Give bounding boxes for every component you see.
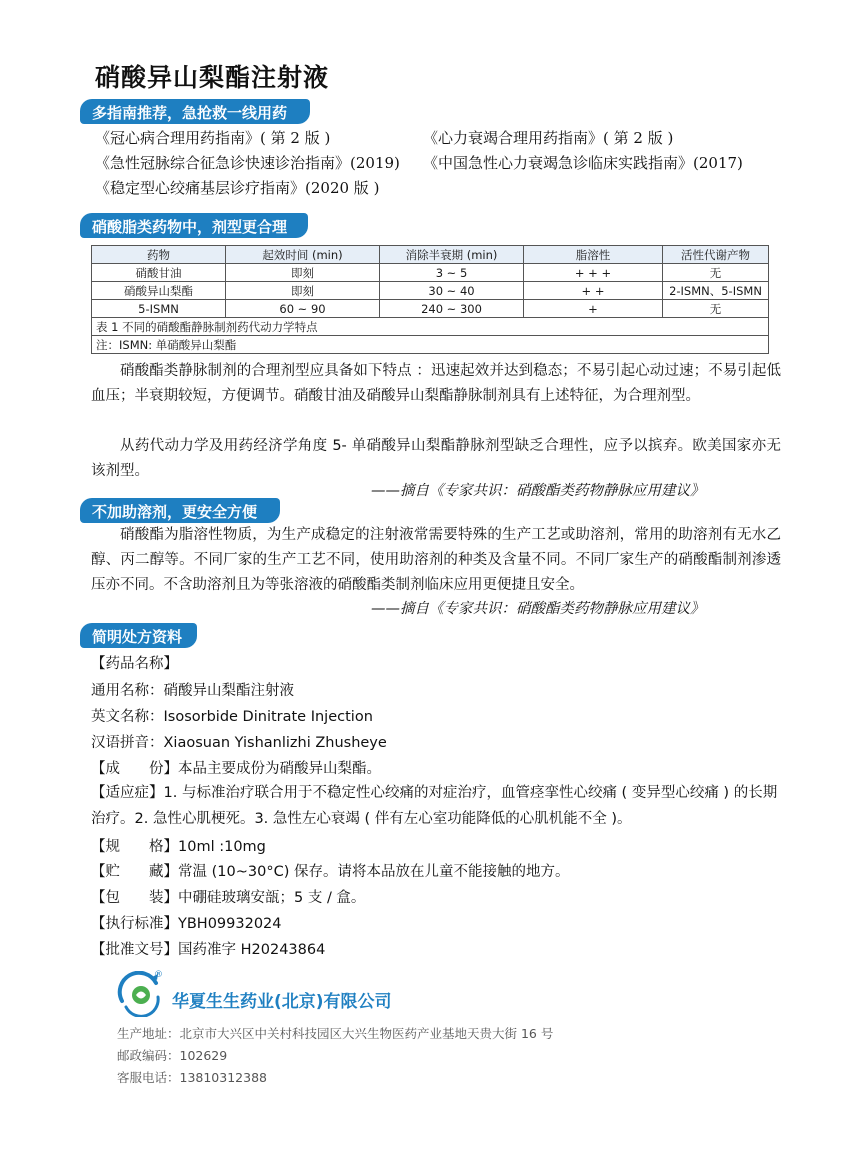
rx-english-name: 英文名称：Isosorbide Dinitrate Injection <box>91 709 373 725</box>
table-note: 注：ISMN: 单硝酸异山梨酯 <box>92 336 769 354</box>
table-cell: 60 ~ 90 <box>226 300 380 318</box>
table-row <box>92 264 769 282</box>
source-citation: ——摘自《专家共识：硝酸酯类药物静脉应用建议》 <box>371 601 705 617</box>
table-cell: 240 ~ 300 <box>380 300 524 318</box>
table-cell: 3 ~ 5 <box>380 264 524 282</box>
rx-approval: 【批准文号】国药准字 H20243864 <box>91 942 326 958</box>
rx-ingredients: 【成 份】本品主要成份为硝酸异山梨酯。 <box>91 761 381 777</box>
guide-item: 《急性冠脉综合征急诊快速诊治指南》(2019) <box>95 154 400 172</box>
section-title: 硝酸脂类药物中，剂型更合理 <box>92 218 288 236</box>
table-row <box>92 300 769 318</box>
guide-item: 《中国急性心力衰竭急诊临床实践指南》(2017) <box>423 154 743 172</box>
table-cell: + + <box>524 282 663 300</box>
section-title: 多指南推荐，急抢救一线用药 <box>92 104 288 122</box>
guide-item: 《冠心病合理用药指南》( 第 2 版 ) <box>95 129 331 147</box>
table-cell: + + + <box>524 264 663 282</box>
table-cell: 5-ISMN <box>92 300 226 318</box>
table-header: 消除半衰期 (min) <box>380 246 524 264</box>
table-header: 活性代谢产物 <box>663 246 769 264</box>
paragraph-solubilizer: 硝酸酯为脂溶性物质，为生产成稳定的注射液常需要特殊的生产工艺或助溶剂，常用的助溶剂有无水乙醇、丙二醇等。不同厂家的生产工艺不同，使用助溶剂的种类及含量不同。不同厂家生产的硝酸酯制剂渗透压亦不同。不含助溶剂且为等张溶液的硝酸酯类制剂临床应用更便捷且安全。 <box>91 527 781 593</box>
table-caption: 表 1 不同的硝酸酯静脉制剂药代动力学特点 <box>92 318 769 336</box>
paragraph-dosage-features: 硝酸酯类静脉制剂的合理剂型应具备如下特点 ：迅速起效并达到稳态；不易引起心动过速；不易引起低血压；半衰期较短，方便调节。硝酸甘油及硝酸异山梨酯静脉制剂具有上述特征，为合理剂型。 <box>91 363 781 404</box>
table-header: 起效时间 (min) <box>226 246 380 264</box>
table-cell: 硝酸甘油 <box>92 264 226 282</box>
table-cell: 2-ISMN、5-ISMN <box>663 282 769 300</box>
table-cell: 即刻 <box>226 282 380 300</box>
guide-item: 《心力衰竭合理用药指南》( 第 2 版 ) <box>423 129 674 147</box>
table-caption-row <box>92 318 769 336</box>
company-address: 生产地址：北京市大兴区中关村科技园区大兴生物医药产业基地天贵大街 16 号 <box>117 1026 554 1041</box>
company-postcode: 邮政编码：102629 <box>117 1048 228 1063</box>
page-title: 硝酸异山梨酯注射液 <box>95 63 330 92</box>
table-cell: 无 <box>663 300 769 318</box>
table-header-row <box>92 246 769 264</box>
table-header: 脂溶性 <box>524 246 663 264</box>
rx-standard: 【执行标准】YBH09932024 <box>91 916 282 932</box>
rx-storage: 【贮 藏】常温 (10~30°C) 保存。请将本品放在儿童不能接触的地方。 <box>91 864 570 880</box>
rx-generic-name: 通用名称：硝酸异山梨酯注射液 <box>91 683 294 699</box>
table-header: 药物 <box>92 246 226 264</box>
section-title: 不加助溶剂，更安全方便 <box>92 503 258 521</box>
source-citation: ——摘自《专家共识：硝酸酯类药物静脉应用建议》 <box>371 483 705 499</box>
paragraph-5-ismn: 从药代动力学及用药经济学角度 5- 单硝酸异山梨酯静脉剂型缺乏合理性，应予以摈弃。欧美国家亦无该剂型。 <box>91 438 781 479</box>
rx-indications: 【适应症】1. 与标准治疗联合用于不稳定性心绞痛的对症治疗，血管痉挛性心绞痛 ( 变异型心绞痛 ) 的长期治疗。2. 急性心肌梗死。3. 急性左心衰竭 ( 伴有左心室功能降低的心肌机能不全 )。 <box>91 785 778 827</box>
table-cell: 30 ~ 40 <box>380 282 524 300</box>
table-cell: + <box>524 300 663 318</box>
rx-pinyin: 汉语拼音：Xiaosuan Yishanlizhi Zhusheye <box>91 735 387 751</box>
table-note-row <box>92 336 769 354</box>
registered-mark: ® <box>154 970 163 980</box>
company-phone: 客服电话：13810312388 <box>117 1070 267 1085</box>
section-title: 简明处方资料 <box>92 628 183 646</box>
table-cell: 硝酸异山梨酯 <box>92 282 226 300</box>
rx-spec: 【规 格】10ml :10mg <box>91 839 266 855</box>
table-cell: 即刻 <box>226 264 380 282</box>
pharmacokinetics-table <box>91 245 769 354</box>
guide-item: 《稳定型心绞痛基层诊疗指南》(2020 版 ) <box>95 179 380 197</box>
rx-package: 【包 装】中硼硅玻璃安瓿；5 支 / 盒。 <box>91 890 366 906</box>
table-row <box>92 282 769 300</box>
company-name: 华夏生生药业(北京)有限公司 <box>172 992 392 1012</box>
rx-name-header: 【药品名称】 <box>91 656 178 672</box>
table-cell: 无 <box>663 264 769 282</box>
